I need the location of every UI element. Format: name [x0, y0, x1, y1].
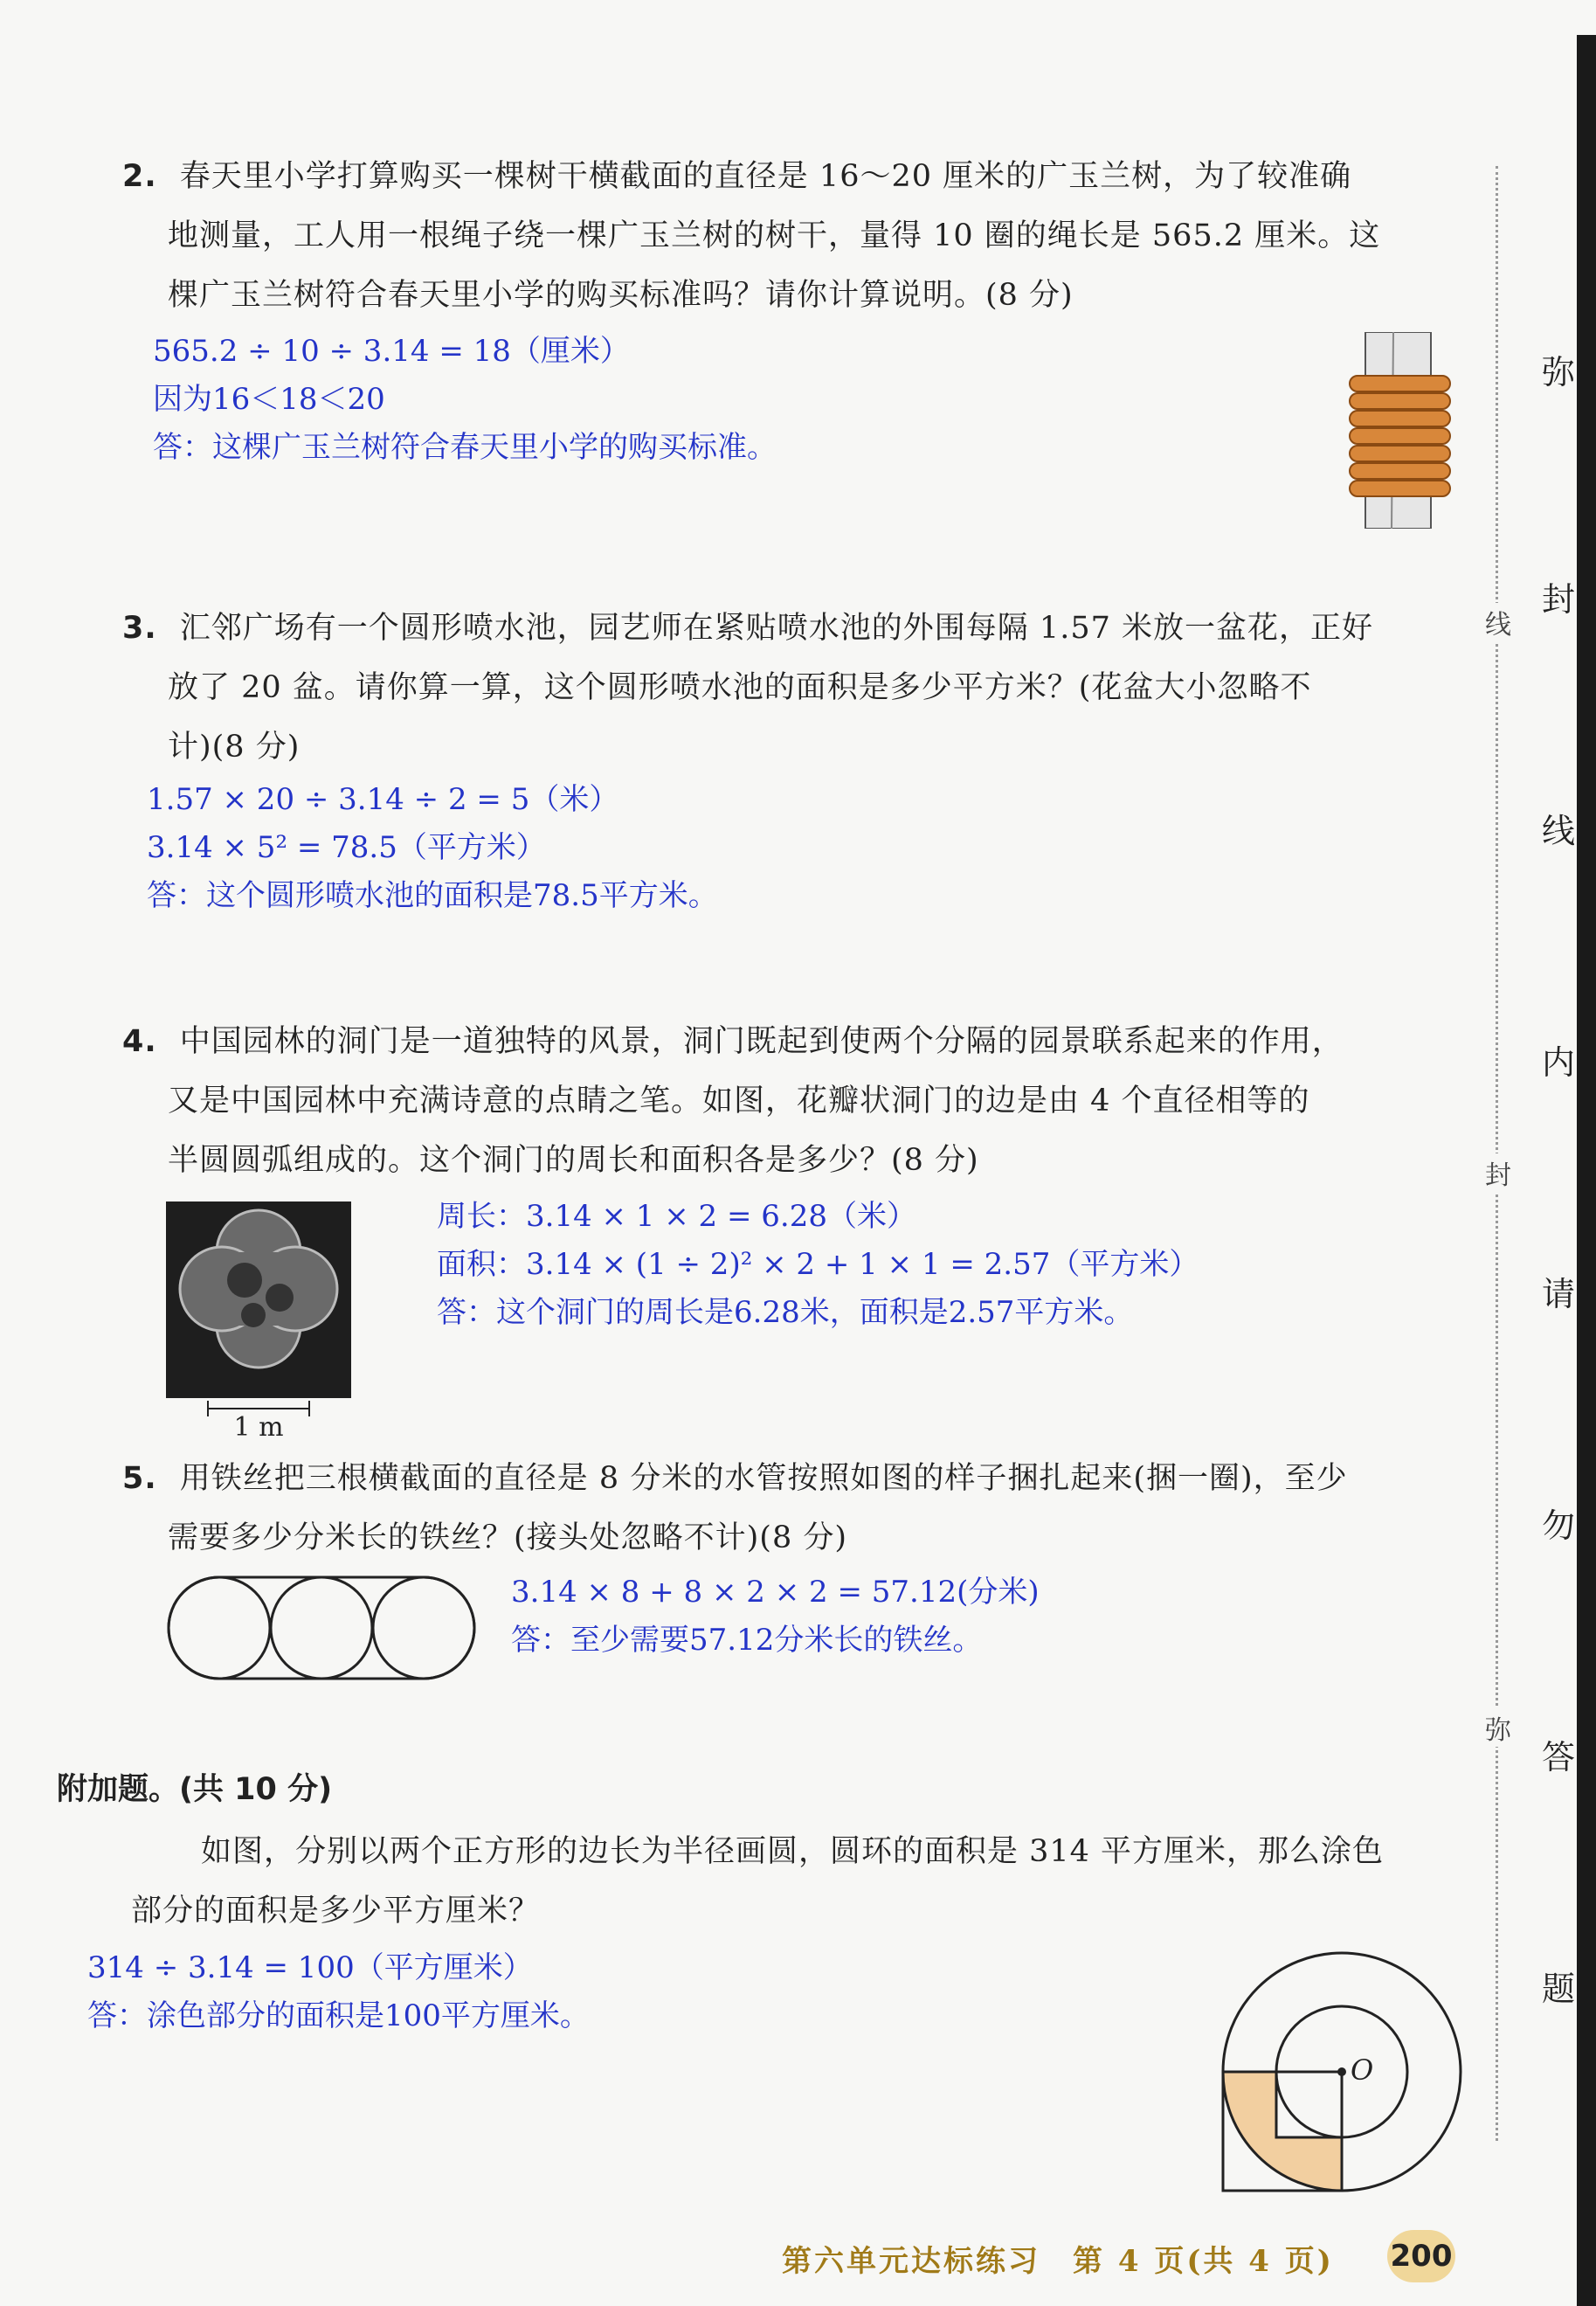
answer-line: 565.2 ÷ 10 ÷ 3.14 = 18（厘米） [153, 334, 630, 369]
seal-char: 弥 [1542, 353, 1576, 391]
answer-line: 答：这个圆形喷水池的面积是78.5平方米。 [147, 878, 718, 913]
answer-line: 答：涂色部分的面积是100平方厘米。 [87, 1998, 590, 2033]
figure-label: O [1351, 2053, 1374, 2087]
answer-line: 周长：3.14 × 1 × 2 = 6.28（米） [437, 1199, 916, 1234]
seal-char: 勿 [1542, 1506, 1576, 1545]
answer-line: 314 ÷ 3.14 = 100（平方厘米） [87, 1950, 533, 1985]
seal-char: 内 [1542, 1043, 1576, 1082]
seal-char: 封 [1542, 580, 1576, 619]
question-text-line: 半圆圆弧组成的。这个洞门的周长和面积各是多少？(8 分) [168, 1143, 979, 1178]
page-number: 200 [1387, 2230, 1455, 2282]
seal-char: 题 [1542, 1970, 1576, 2008]
seal-char: 答 [1542, 1738, 1576, 1776]
answer-line: 答：这个洞门的周长是6.28米，面积是2.57平方米。 [437, 1295, 1134, 1330]
ring-square-figure [1214, 1944, 1476, 2202]
answer-line: 答：至少需要57.12分米长的铁丝。 [511, 1623, 983, 1658]
petal-door-figure [166, 1201, 354, 1437]
question-3 [122, 599, 1468, 777]
answer-line: 因为16＜18＜20 [153, 382, 385, 417]
answer-3 [147, 776, 718, 920]
seal-small-char: 封 [1485, 1153, 1511, 1192]
question-text-line: 计)(8 分) [168, 730, 301, 765]
question-number: 2. [122, 159, 157, 194]
answer-line: 答：这棵广玉兰树符合春天里小学的购买标准。 [153, 430, 777, 465]
answer-4 [437, 1193, 1199, 1337]
question-number: 5. [122, 1461, 157, 1496]
bonus-answer [87, 1944, 590, 2040]
bonus-question [131, 1822, 1476, 1941]
question-text-line: 中国园林的洞门是一道独特的风景，洞门既起到使两个分隔的园景联系起来的作用， [179, 1024, 1344, 1059]
question-text-line: 地测量，工人用一根绳子绕一棵广玉兰树的树干，量得 10 圈的绳长是 565.2 厘米。这 [168, 218, 1381, 253]
answer-2 [153, 328, 777, 472]
figure-label: 1 m [233, 1412, 284, 1437]
question-text-line: 用铁丝把三根横截面的直径是 8 分米的水管按照如图的样子捆扎起来(捆一圈)，至少 [179, 1461, 1348, 1496]
question-text-line: 又是中国园林中充满诗意的点睛之笔。如图，花瓣状洞门的边是由 4 个直径相等的 [168, 1084, 1310, 1118]
question-text-line: 部分的面积是多少平方厘米？ [131, 1894, 541, 1929]
question-4 [122, 1012, 1468, 1190]
question-number: 3. [122, 611, 157, 646]
answer-line: 面积：3.14 × (1 ÷ 2)² × 2 + 1 × 1 = 2.57（平方米） [437, 1247, 1199, 1282]
bonus-title: 附加题。(共 10 分) [57, 1772, 333, 1807]
answer-5 [511, 1568, 1040, 1665]
answer-line: 3.14 × 8 + 8 × 2 × 2 = 57.12(分米) [511, 1575, 1040, 1610]
tree-rope-figure [1341, 332, 1459, 529]
question-text-line: 汇邻广场有一个圆形喷水池，园艺师在紧贴喷水池的外围每隔 1.57 米放一盆花，正好 [179, 611, 1373, 646]
question-text-line: 需要多少分米长的铁丝？(接头处忽略不计)(8 分) [168, 1520, 848, 1555]
question-number: 4. [122, 1024, 157, 1059]
answer-line: 1.57 × 20 ÷ 3.14 ÷ 2 = 5（米） [147, 782, 619, 817]
question-text-line: 春天里小学打算购买一棵树干横截面的直径是 16～20 厘米的广玉兰树，为了较准确 [179, 159, 1352, 194]
right-edge-bar [1577, 35, 1596, 2306]
question-text-line: 放了 20 盆。请你算一算，这个圆形喷水池的面积是多少平方米？(花盆大小忽略不 [168, 670, 1312, 705]
question-5 [122, 1449, 1468, 1568]
answer-line: 3.14 × 5² = 78.5（平方米） [147, 830, 546, 865]
question-text-line: 如图，分别以两个正方形的边长为半径画圆，圆环的面积是 314 平方厘米，那么涂色 [201, 1834, 1385, 1869]
seal-small-char: 线 [1485, 603, 1511, 641]
seal-small-char: 弥 [1485, 1708, 1511, 1747]
question-2 [122, 147, 1468, 325]
footer-title: 第六单元达标练习 第 4 页(共 4 页) [782, 2244, 1334, 2279]
question-text-line: 棵广玉兰树符合春天里小学的购买标准吗？请你计算说明。(8 分) [168, 278, 1074, 313]
seal-char: 请 [1542, 1275, 1576, 1313]
seal-char: 线 [1542, 812, 1576, 850]
three-pipes-figure [164, 1573, 479, 1686]
